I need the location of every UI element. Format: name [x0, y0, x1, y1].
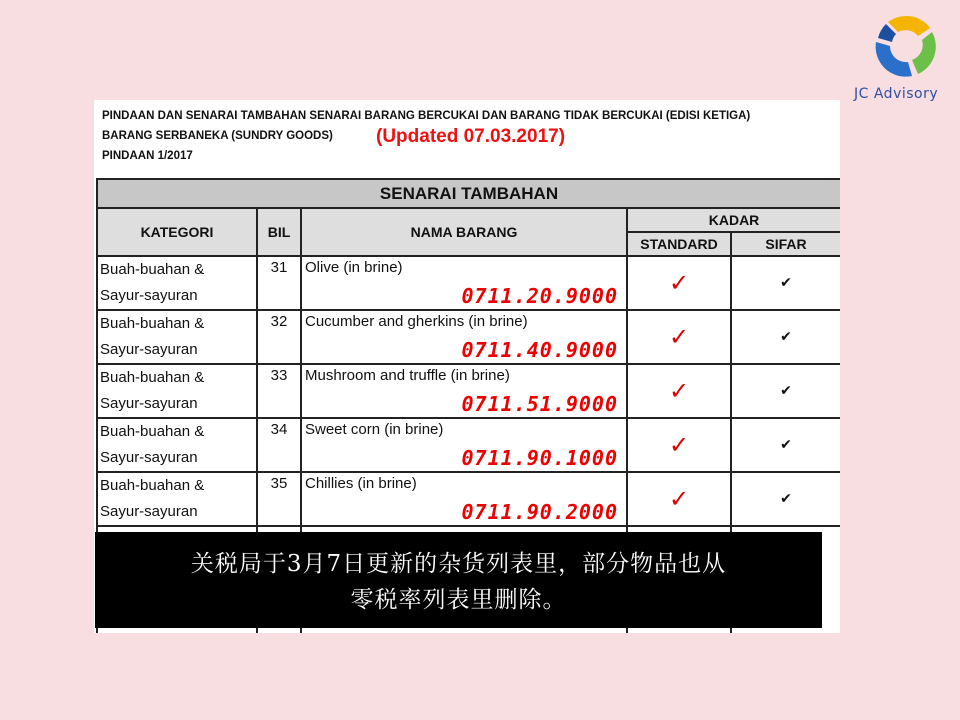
header-kadar: KADAR	[627, 208, 840, 232]
item-cell	[301, 418, 627, 472]
header-kategori: KATEGORI	[97, 208, 257, 256]
check-icon: ✓	[668, 377, 690, 405]
item-cell	[301, 364, 627, 418]
category-line-1: Buah-buahan &	[100, 423, 205, 440]
category-cell	[97, 472, 257, 526]
header-sifar: SIFAR	[731, 232, 840, 256]
category-cell	[97, 364, 257, 418]
item-name: Sweet corn (in brine)	[305, 421, 444, 438]
category-line-1: Buah-buahan &	[100, 369, 205, 386]
header-bil: BIL	[257, 208, 301, 256]
category-cell	[97, 310, 257, 364]
category-line-2: Sayur-sayuran	[100, 503, 198, 520]
check-icon: ✓	[668, 269, 690, 297]
tariff-code: 0711.40.9000	[461, 338, 618, 362]
item-cell	[301, 310, 627, 364]
standard-cell	[627, 256, 731, 310]
category-line-2: Sayur-sayuran	[100, 287, 198, 304]
brand-name: JC Advisory	[854, 86, 939, 102]
subtitle-caption	[95, 532, 822, 628]
category-cell	[97, 418, 257, 472]
item-cell	[301, 256, 627, 310]
check-icon: ✔	[780, 275, 792, 291]
tariff-code: 0711.51.9000	[461, 392, 618, 416]
category-line-2: Sayur-sayuran	[100, 341, 198, 358]
standard-cell	[627, 472, 731, 526]
item-name: Olive (in brine)	[305, 259, 403, 276]
category-cell	[97, 256, 257, 310]
table-row	[97, 364, 840, 418]
sifar-cell	[731, 418, 840, 472]
bil-cell: 31	[257, 256, 301, 310]
sifar-cell	[731, 364, 840, 418]
table-row	[97, 256, 840, 310]
standard-cell	[627, 364, 731, 418]
jc-advisory-logo-icon	[868, 14, 942, 80]
check-icon: ✓	[668, 485, 690, 513]
check-icon: ✔	[780, 491, 792, 507]
tariff-code: 0711.90.2000	[461, 500, 618, 524]
header-line-2: BARANG SERBANEKA (SUNDRY GOODS)	[102, 130, 333, 142]
category-line-2: Sayur-sayuran	[100, 449, 198, 466]
check-icon: ✓	[668, 431, 690, 459]
bil-cell: 34	[257, 418, 301, 472]
standard-cell	[627, 310, 731, 364]
item-name: Cucumber and gherkins (in brine)	[305, 313, 528, 330]
item-cell	[301, 472, 627, 526]
check-icon: ✓	[668, 323, 690, 351]
header-line-1: PINDAAN DAN SENARAI TAMBAHAN SENARAI BARANG BERCUKAI DAN BARANG TIDAK BERCUKAI (EDISI KETIGA)	[102, 110, 751, 122]
tariff-code: 0711.90.1000	[461, 446, 618, 470]
header-nama-barang: NAMA BARANG	[301, 208, 627, 256]
updated-date: (Updated 07.03.2017)	[376, 126, 566, 147]
bil-cell: 33	[257, 364, 301, 418]
category-line-2: Sayur-sayuran	[100, 395, 198, 412]
item-name: Mushroom and truffle (in brine)	[305, 367, 510, 384]
item-name: Chillies (in brine)	[305, 475, 417, 492]
caption-line-1: 关税局于3月7日更新的杂货列表里，部分物品也从	[190, 551, 727, 577]
category-line-1: Buah-buahan &	[100, 477, 205, 494]
bil-cell: 35	[257, 472, 301, 526]
sifar-cell	[731, 472, 840, 526]
check-icon: ✔	[780, 383, 792, 399]
sifar-cell	[731, 256, 840, 310]
table-row	[97, 418, 840, 472]
bil-cell: 32	[257, 310, 301, 364]
check-icon: ✔	[780, 437, 792, 453]
tariff-code: 0711.20.9000	[461, 284, 618, 308]
sifar-cell	[731, 310, 840, 364]
standard-cell	[627, 418, 731, 472]
table-row	[97, 310, 840, 364]
header-standard: STANDARD	[627, 232, 731, 256]
table-title: SENARAI TAMBAHAN	[97, 179, 840, 208]
table-row	[97, 472, 840, 526]
category-line-1: Buah-buahan &	[100, 315, 205, 332]
check-icon: ✔	[780, 329, 792, 345]
category-line-1: Buah-buahan &	[100, 261, 205, 278]
caption-line-2: 零税率列表里删除。	[350, 587, 567, 613]
header-line-3: PINDAAN 1/2017	[102, 150, 193, 162]
